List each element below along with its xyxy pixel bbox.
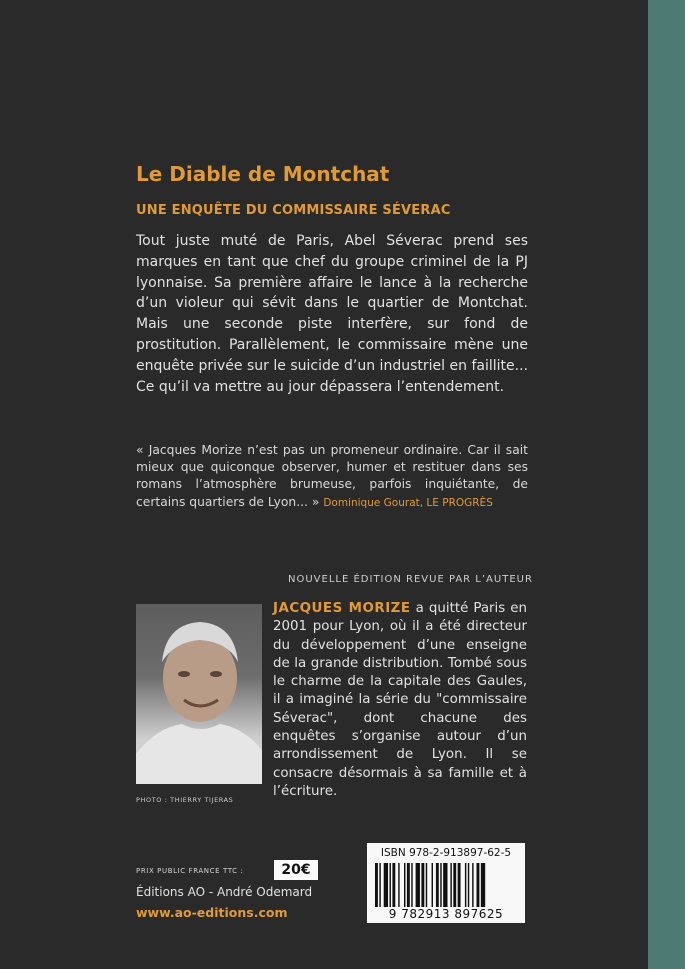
price-label: PRIX PUBLIC FRANCE TTC : [136,867,244,875]
author-bio-text: a quitté Paris en 2001 pour Lyon, où il a été directeur du développement d’une enseigne de la grande distribution. Tombé sous le charme de la capitale des Gaules, il a imaginé la série du "commissaire Séverac", dont chacune des enquêtes s’organise autour d’un arrondissement de Lyon. Il se consacre désormais à sa famille et à l’écriture. [273,601,528,799]
review-quote [136,442,528,512]
price-tag: 20€ [274,860,318,880]
photo-credit: PHOTO : THIERRY TIJERAS [136,796,234,804]
book-subtitle: UNE ENQUÊTE DU COMMISSAIRE SÉVERAC [136,203,451,218]
barcode-bar [477,863,480,907]
barcode-bar [440,863,441,907]
barcode-bar [407,863,410,907]
barcode-bar [432,863,433,907]
review-credit: Dominique Gourat, LE PROGRÈS [323,496,493,509]
barcode-bar [392,863,395,907]
author-photo [136,604,262,784]
barcode-bar [390,863,391,907]
barcode-bar [379,863,380,907]
barcode-bar [404,863,405,907]
barcode-bar [436,863,439,907]
book-spine [648,0,685,969]
barcode-bar [426,863,427,907]
barcode-bar [375,863,378,907]
author-name: JACQUES MORIZE [273,601,411,616]
barcode-bar [384,863,388,907]
ean-number: 9 782913 897625 [388,907,504,921]
edition-note: NOUVELLE ÉDITION REVUE PAR L’AUTEUR [288,574,533,585]
isbn-label: ISBN 978-2-913897-62-5 [380,847,512,859]
book-summary: Tout juste muté de Paris, Abel Séverac prend ses marques en tant que chef du groupe criminel de la PJ lyonnaise. Sa première affaire le lance à la recherche d’un violeur qui sévit dans le quartier de Montchat. Mais une seconde piste interfère, sur fond de prostitution. Parallèlement, le commissaire mène une enquête privée sur le suicide d’un industriel en faillite... Ce qu’il va mettre au jour dépassera l’entendement. [136,233,528,395]
barcode-graphic [375,863,517,907]
barcode-bar [398,863,399,907]
barcode-bar [468,863,469,907]
book-title: Le Diable de Montchat [136,162,390,186]
barcode-bar [472,863,473,907]
barcode-bar [411,863,412,907]
barcode-bar [421,863,424,907]
isbn-barcode-box [367,843,525,923]
barcode-bar [443,863,447,907]
barcode-bar [453,863,456,907]
barcode-bar [450,863,451,907]
publisher-name: Éditions AO - André Odemard [136,885,313,899]
author-bio [273,600,527,801]
barcode-bar [416,863,420,907]
barcode-bar [465,863,466,907]
barcode-bar [458,863,461,907]
barcode-bar [481,863,485,907]
publisher-website: www.ao-editions.com [136,905,288,920]
review-quote-text: « Jacques Morize n’est pas un promeneur ordinaire. Car il sait mieux que quiconque observer, humer et restituer dans ses romans l’atmosphère brumeuse, parfois inquiétante, de certains quartiers de Lyon... » [136,443,528,509]
